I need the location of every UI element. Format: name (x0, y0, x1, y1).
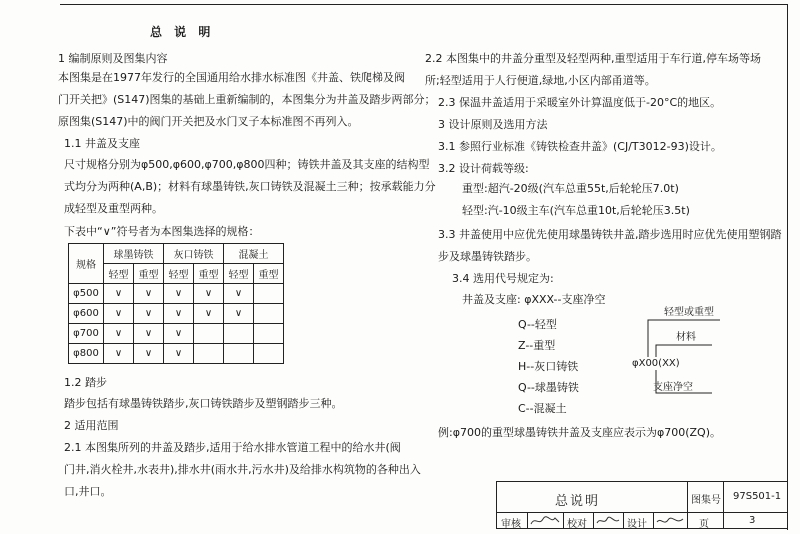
table-subheader: 轻型 (164, 264, 194, 284)
table-cell: ∨ (194, 284, 224, 304)
table-cell (254, 284, 284, 304)
table-cell-size: φ800 (69, 344, 104, 364)
paragraph-2-1-line-3: 口,井口。 (64, 485, 112, 498)
table-cell: ∨ (104, 284, 134, 304)
title-block-divider (593, 512, 594, 528)
reviewer-signature (529, 514, 561, 528)
spec-table (68, 243, 284, 364)
load-heavy: 重型:超汽-20级(汽车总重55t,后轮轮压7.0t) (462, 182, 679, 195)
table-group-header: 球墨铸铁 (104, 244, 164, 264)
title-block-divider (497, 512, 787, 513)
page-title: 总 说 明 (150, 25, 215, 39)
table-cell (254, 304, 284, 324)
title-block-divider (527, 512, 528, 528)
diagram-label-material: 材料 (676, 332, 696, 343)
table-cell: ∨ (134, 304, 164, 324)
paragraph-2-1-line-1: 2.1 本图集所列的井盖及踏步,适用于给水排水管道工程中的给水井(阀 (64, 441, 401, 454)
table-cell (194, 344, 224, 364)
legend-item: H--灰口铸铁 (518, 360, 579, 373)
set-number-label: 图集号 (691, 495, 721, 506)
table-header-spec: 规格 (69, 244, 104, 284)
paragraph-2-2-line-1: 2.2 本图集中的井盖分重型及轻型两种,重型适用于车行道,停车场等场 (425, 52, 761, 65)
code-definition: 井盖及支座: φXXX--支座净空 (462, 293, 606, 306)
legend-item: Q--球墨铸铁 (518, 381, 579, 394)
table-subheader: 重型 (134, 264, 164, 284)
title-block-divider (653, 512, 654, 528)
section-3-heading: 3 设计原则及选用方法 (438, 118, 548, 131)
page-label: 页 (699, 519, 709, 530)
legend-item: C--混凝土 (518, 402, 567, 415)
table-cell: ∨ (164, 284, 194, 304)
paragraph-1-1-line-3: 成轻型及重型两种。 (64, 202, 163, 215)
paragraph-2-3: 2.3 保温井盖适用于采暖室外计算温度低于-20°C的地区。 (438, 96, 722, 109)
table-group-header: 混凝土 (224, 244, 284, 264)
table-cell: ∨ (104, 304, 134, 324)
page-number: 3 (749, 515, 756, 526)
table-cell (224, 344, 254, 364)
frame-right-border (787, 4, 788, 530)
frame-top-border (60, 4, 788, 5)
table-cell (254, 344, 284, 364)
title-block-divider (623, 512, 624, 528)
diagram-label-clearance: 支座净空 (653, 382, 693, 393)
title-block-divider (563, 512, 564, 528)
table-subheader: 重型 (194, 264, 224, 284)
table-cell: ∨ (164, 344, 194, 364)
table-group-header: 灰口铸铁 (164, 244, 224, 264)
paragraph-1-2: 踏步包括有球墨铸铁踏步,灰口铸铁踏步及塑钢踏步三种。 (64, 397, 343, 410)
paragraph-3-2: 3.2 设计荷载等级: (438, 162, 529, 175)
table-cell: ∨ (164, 324, 194, 344)
title-block-divider (687, 482, 688, 528)
table-cell: ∨ (224, 304, 254, 324)
section-1-1-heading: 1.1 井盖及支座 (64, 137, 140, 150)
example-text: 例:φ700的重型球墨铸铁井盖及支座应表示为φ700(ZQ)。 (438, 426, 721, 439)
table-cell: ∨ (194, 304, 224, 324)
table-cell (224, 324, 254, 344)
checker-signature (595, 514, 621, 528)
table-cell-size: φ700 (69, 324, 104, 344)
load-light: 轻型:汽-10级主车(汽车总重10t,后轮轮压3.5t) (462, 204, 690, 217)
paragraph-2-1-line-2: 门井,消火栓井,水表井),排水井(雨水井,污水井)及给排水构筑物的各种出入 (64, 463, 421, 476)
paragraph-1-1-line-1: 尺寸规格分别为φ500,φ600,φ700,φ800四种；铸铁井盖及其支座的结构型 (64, 158, 430, 171)
table-row (69, 324, 284, 344)
table-cell: ∨ (134, 324, 164, 344)
paragraph-3-1: 3.1 参照行业标准《铸铁检查井盖》(CJ/T3012-93)设计。 (438, 140, 722, 153)
paragraph-1-line-1: 本图集是在1977年发行的全国通用给水排水标准图《井盖、铁爬梯及阀 (58, 71, 405, 84)
paragraph-1-1-line-2: 式均分为两种(A,B)；材料有球墨铸铁,灰口铸铁及混凝土三种；按承载能力分 (64, 180, 436, 193)
title-block-divider (723, 482, 724, 528)
diagram-expression: φX00(XX) (632, 358, 680, 369)
table-subheader: 重型 (254, 264, 284, 284)
table-cell: ∨ (224, 284, 254, 304)
paragraph-3-3-line-2: 步及球墨铸铁踏步。 (438, 250, 537, 263)
table-row (69, 344, 284, 364)
table-cell: ∨ (134, 284, 164, 304)
diagram-label-type: 轻型或重型 (664, 307, 714, 318)
table-row (69, 304, 284, 324)
section-1-heading: 1 编制原则及图集内容 (58, 52, 168, 65)
design-label: 设计 (627, 519, 647, 530)
paragraph-2-2-line-2: 所;轻型适用于人行便道,绿地,小区内部甬道等。 (425, 74, 656, 87)
table-cell-size: φ500 (69, 284, 104, 304)
table-cell (254, 324, 284, 344)
set-number: 97S501-1 (733, 491, 782, 502)
table-cell (194, 324, 224, 344)
code-diagram-lines (620, 300, 740, 400)
table-subheader: 轻型 (224, 264, 254, 284)
paragraph-3-3-line-1: 3.3 井盖使用中应优先使用球墨铸铁井盖,踏步选用时应优先使用塑钢踏 (438, 228, 782, 241)
title-block-name: 总说明 (555, 494, 601, 509)
paragraph-1-line-2: 门开关把》(S147)图集的基础上重新编制的，本图集分为井盖及踏步两部分； (58, 93, 436, 106)
table-cell: ∨ (134, 344, 164, 364)
legend-item: Z--重型 (518, 339, 556, 352)
paragraph-3-4: 3.4 选用代号规定为: (452, 272, 554, 285)
table-cell-size: φ600 (69, 304, 104, 324)
section-1-2-heading: 1.2 踏步 (64, 376, 107, 389)
paragraph-1-line-3: 原图集(S147)中的阀门开关把及水门叉子本标准图不再列入。 (58, 115, 359, 128)
table-cell: ∨ (104, 344, 134, 364)
section-2-heading: 2 适用范围 (64, 419, 119, 432)
table-cell: ∨ (164, 304, 194, 324)
table-row (69, 284, 284, 304)
legend-item: Q--轻型 (518, 318, 557, 331)
check-label: 校对 (567, 519, 587, 530)
designer-signature (655, 514, 685, 528)
title-block (496, 481, 788, 529)
table-subheader: 轻型 (104, 264, 134, 284)
review-label: 审核 (501, 519, 521, 530)
table-intro: 下表中“∨”符号者为本图集选择的规格： (64, 225, 260, 238)
table-cell: ∨ (104, 324, 134, 344)
